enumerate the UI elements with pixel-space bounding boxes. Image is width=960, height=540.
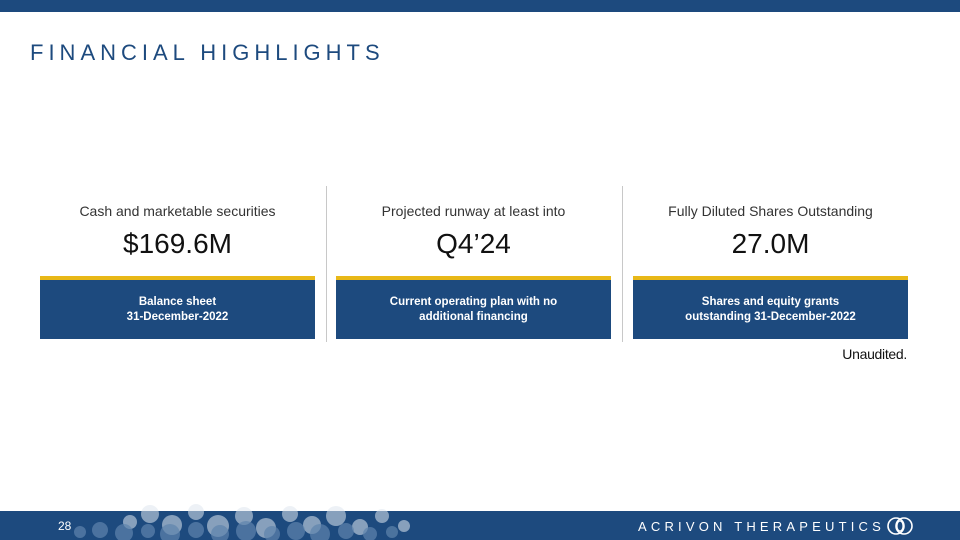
acrivon-logo-icon — [886, 516, 914, 536]
brand-wordmark: ACRIVON THERAPEUTICS — [638, 519, 886, 534]
metric-value: $169.6M — [123, 228, 232, 259]
metric-value: 27.0M — [731, 228, 810, 259]
metric-detail-box — [336, 276, 611, 339]
metric-value: Q4’24 — [436, 228, 511, 259]
box-line: additional financing — [419, 310, 528, 323]
decorative-dots-pattern — [0, 470, 520, 540]
slide-title: FINANCIAL HIGHLIGHTS — [30, 40, 385, 65]
column-divider — [622, 186, 623, 342]
metric-label: Fully Diluted Shares Outstanding — [668, 203, 873, 219]
box-line: Balance sheet — [138, 295, 217, 308]
top-bar — [0, 0, 960, 12]
box-line: Shares and equity grants — [701, 295, 840, 308]
metric-column-shares — [633, 200, 908, 262]
box-line: 31-December-2022 — [126, 310, 229, 323]
metric-label: Projected runway at least into — [381, 203, 566, 219]
metric-label: Cash and marketable securities — [79, 203, 276, 219]
metric-detail-box — [40, 276, 315, 339]
box-line: Current operating plan with no — [389, 295, 558, 308]
metric-column-runway — [336, 200, 611, 262]
page-number: 28 — [58, 519, 72, 533]
metric-column-cash — [40, 200, 315, 262]
column-divider — [326, 186, 327, 342]
unaudited-note: Unaudited. — [842, 346, 907, 362]
metric-detail-box — [633, 276, 908, 339]
box-line: outstanding 31-December-2022 — [685, 310, 856, 323]
